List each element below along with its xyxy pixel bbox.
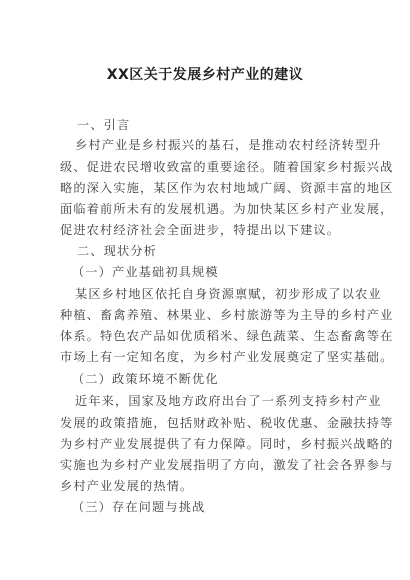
paragraph-line: 促进农村经济社会全面进步，特提出以下建议。 xyxy=(60,223,341,237)
paragraph-line: 近年来，国家及地方政府出台了一系列支持乡村产业 xyxy=(75,394,382,408)
paragraph-line: 乡村产业发展的热情。 xyxy=(60,479,194,493)
section-heading: 二、现状分析 xyxy=(77,244,158,258)
paragraph-line: 面临着前所未有的发展机遇。为加快某区乡村产业发展， xyxy=(60,202,394,216)
document-title: XX区关于发展乡村产业的建议 xyxy=(106,67,304,83)
paragraph-line: 体系。特色农产品如优质稻米、绿色蔬菜、生态畜禽等在 xyxy=(60,329,394,343)
paragraph-line: 种植、畜禽养殖、林果业、乡村旅游等为主导的乡村产业 xyxy=(60,308,394,322)
paragraph-line: 市场上有一定知名度，为乡村产业发展奠定了坚实基础。 xyxy=(60,350,394,364)
paragraph-line: 实施也为乡村产业发展指明了方向，激发了社会各界参与 xyxy=(60,458,394,472)
paragraph-line: 略的深入实施，某区作为农村地域广阔、资源丰富的地区 xyxy=(60,181,394,195)
paragraph-line: 某区乡村地区依托自身资源禀赋，初步形成了以农业 xyxy=(75,287,382,301)
paragraph-line: 发展的政策措施，包括财政补贴、税收优惠、金融扶持等 xyxy=(60,416,394,430)
subsection-heading: （一）产业基础初具规模 xyxy=(72,265,219,279)
paragraph-line: 级、促进农民增收致富的重要途径。随着国家乡村振兴战 xyxy=(60,160,394,174)
paragraph-line: 为乡村产业发展提供了有力保障。同时，乡村振兴战略的 xyxy=(60,437,394,451)
subsection-heading: （三）存在问题与挑战 xyxy=(72,500,206,514)
subsection-heading: （二）政策环境不断优化 xyxy=(72,372,219,386)
paragraph-line: 乡村产业是乡村振兴的基石，是推动农村经济转型升 xyxy=(75,138,382,152)
section-heading: 一、引言 xyxy=(77,118,131,132)
